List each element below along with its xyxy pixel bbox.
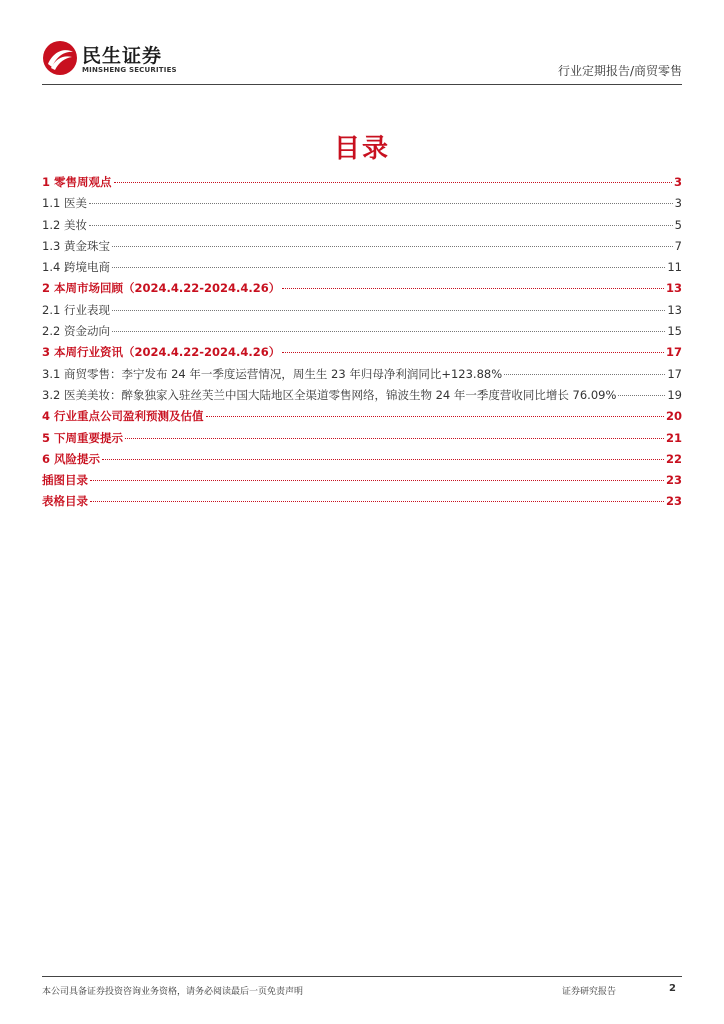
toc-entry-page: 17	[665, 345, 682, 360]
toc-entry[interactable]	[42, 174, 682, 195]
toc-entry[interactable]	[42, 366, 682, 387]
toc-dot-leader	[112, 331, 665, 332]
toc-entry-page: 15	[667, 324, 682, 339]
toc-entry[interactable]	[42, 493, 682, 514]
toc-entry-page: 7	[674, 238, 682, 253]
toc-entry-page: 13	[667, 302, 682, 317]
toc-dot-leader	[112, 310, 665, 311]
toc-entry-page: 3	[674, 196, 682, 211]
toc-entry-label: 3.1 商贸零售：李宁发布 24 年一季度运营情况，周生生 23 年归母净利润同比+123.88%	[42, 366, 503, 381]
toc-entry-label: 2 本周市场回顾（2024.4.22-2024.4.26）	[42, 281, 281, 296]
toc-entry-label: 2.2 资金动向	[42, 324, 110, 339]
toc-title: 目录	[333, 134, 390, 164]
toc-dot-leader	[112, 246, 673, 247]
toc-entry-page: 17	[667, 366, 682, 381]
toc-entry-label: 1.4 跨境电商	[42, 260, 110, 275]
minsheng-logo-icon	[42, 40, 78, 76]
toc-entry-label: 1.1 医美	[42, 196, 87, 211]
toc-dot-leader	[89, 225, 673, 226]
toc-entry-page: 13	[665, 281, 682, 296]
toc-entry[interactable]	[42, 238, 682, 259]
toc-dot-leader	[206, 416, 664, 417]
toc-entry-label: 3.2 医美美妆：醉象独家入驻丝芙兰中国大陆地区全渠道零售网络，锦波生物 24 年一季度营收同比增长 76.09%	[42, 387, 617, 402]
toc-dot-leader	[125, 438, 664, 439]
toc-entry-label: 2.1 行业表现	[42, 302, 110, 317]
toc-dot-leader	[90, 480, 664, 481]
toc-entry[interactable]	[42, 217, 682, 238]
toc-entry[interactable]	[42, 259, 682, 280]
toc-dot-leader	[618, 395, 665, 396]
footer-doc-type: 证券研究报告	[562, 987, 617, 997]
toc-entry-label: 表格目录	[42, 494, 88, 509]
toc-entry-page: 20	[665, 409, 682, 424]
table-of-contents	[42, 174, 682, 515]
toc-entry-label: 1 零售周观点	[42, 175, 112, 189]
toc-entry-page: 22	[665, 451, 682, 466]
toc-entry-page: 3	[673, 175, 682, 189]
toc-entry[interactable]	[42, 451, 682, 472]
toc-dot-leader	[112, 267, 665, 268]
logo-english-name: MINSHENG SECURITIES	[82, 66, 177, 74]
toc-entry[interactable]	[42, 344, 682, 365]
logo-chinese-name: 民生证券	[82, 45, 163, 67]
toc-entry-page: 23	[665, 473, 682, 488]
footer-disclaimer: 本公司具备证券投资咨询业务资格，请务必阅读最后一页免责声明	[42, 987, 304, 997]
toc-dot-leader	[90, 501, 664, 502]
toc-entry-page: 5	[674, 217, 682, 232]
toc-entry[interactable]	[42, 472, 682, 493]
toc-entry-label: 4 行业重点公司盈利预测及估值	[42, 409, 204, 424]
page-number: 2	[669, 983, 676, 994]
toc-entry-page: 21	[665, 430, 682, 445]
toc-entry-page: 19	[667, 387, 682, 402]
footer-divider	[42, 976, 682, 977]
toc-entry-label: 1.3 黄金珠宝	[42, 238, 110, 253]
toc-entry-label: 5 下周重要提示	[42, 430, 124, 445]
toc-entry[interactable]	[42, 195, 682, 216]
toc-entry-page: 11	[667, 260, 682, 275]
toc-entry-page: 23	[665, 494, 682, 509]
toc-entry-label: 3 本周行业资讯（2024.4.22-2024.4.26）	[42, 345, 281, 360]
toc-entry[interactable]	[42, 408, 682, 429]
toc-dot-leader	[282, 352, 664, 353]
toc-entry[interactable]	[42, 387, 682, 408]
toc-entry[interactable]	[42, 323, 682, 344]
toc-entry[interactable]	[42, 302, 682, 323]
page-header	[42, 40, 682, 84]
toc-dot-leader	[89, 203, 673, 204]
toc-dot-leader	[282, 288, 664, 289]
toc-entry-label: 6 风险提示	[42, 451, 101, 466]
toc-entry[interactable]	[42, 430, 682, 451]
report-category: 行业定期报告/商贸零售	[557, 64, 682, 78]
toc-entry-label: 插图目录	[42, 473, 88, 488]
toc-entry-label: 1.2 美妆	[42, 217, 87, 232]
toc-dot-leader	[114, 182, 672, 183]
toc-dot-leader	[102, 459, 664, 460]
header-divider	[42, 84, 682, 85]
toc-entry[interactable]	[42, 280, 682, 301]
toc-dot-leader	[504, 374, 665, 375]
